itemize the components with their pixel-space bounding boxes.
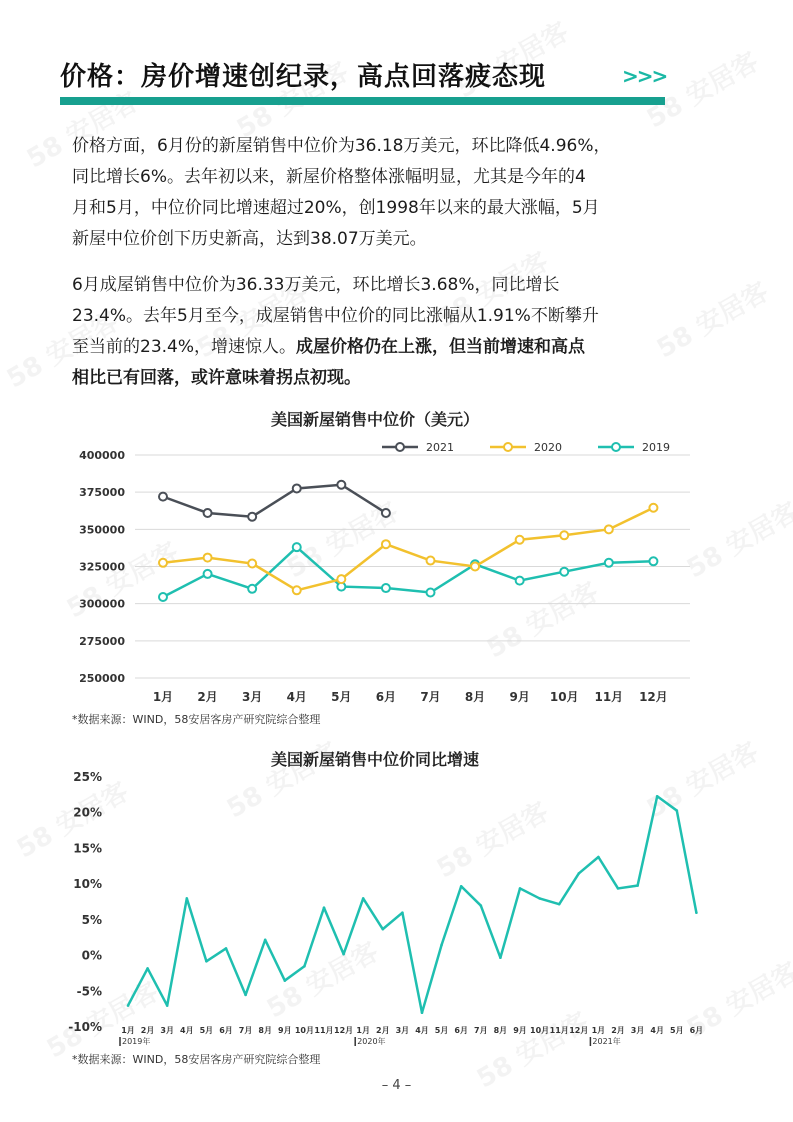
- series-line-2021: [163, 485, 386, 517]
- data-point-yoy: [186, 897, 189, 900]
- x-tick-label: 11月: [314, 1026, 334, 1035]
- data-point-2020: [204, 554, 212, 562]
- x-tick-label: 4月: [650, 1026, 664, 1035]
- x-tick-label: 1月: [152, 690, 174, 704]
- x-tick-label: 3月: [630, 1026, 645, 1035]
- x-tick-label: 5月: [331, 690, 352, 704]
- data-point-yoy: [166, 1004, 169, 1007]
- year-label: 2020年: [357, 1037, 386, 1046]
- data-point-2019: [649, 557, 657, 565]
- data-point-yoy: [460, 885, 463, 888]
- x-tick-label: 11月: [594, 690, 624, 704]
- data-point-2019: [204, 570, 212, 578]
- data-point-2021: [204, 509, 212, 517]
- x-tick-label: 5月: [670, 1026, 684, 1035]
- x-tick-label: 6月: [454, 1026, 468, 1035]
- x-tick-label: 1月: [356, 1026, 370, 1035]
- legend-swatch-marker: [504, 443, 512, 451]
- data-point-2019: [560, 568, 568, 576]
- data-point-yoy: [538, 897, 541, 900]
- year-label: 2021年: [592, 1037, 621, 1046]
- highlight-line: 相比已有回落，或许意味着拐点初现。: [72, 368, 361, 388]
- y-tick-label: 250000: [79, 672, 125, 685]
- data-point-yoy: [695, 911, 698, 914]
- x-tick-label: 2月: [197, 690, 218, 704]
- paragraph-line: 价格方面，6月份的新屋销售中位价为36.18万美元，环比降低4.96%，: [72, 136, 611, 156]
- data-point-yoy: [284, 979, 287, 982]
- x-tick-label: 6月: [219, 1026, 233, 1035]
- x-tick-label: 6月: [375, 690, 397, 704]
- x-tick-label: 5月: [199, 1026, 214, 1035]
- data-point-yoy: [401, 911, 404, 914]
- paragraph-existing-home-price: [72, 270, 732, 394]
- y-tick-label: 300000: [79, 597, 125, 611]
- data-point-yoy: [303, 965, 306, 968]
- chart-title: 美国新屋销售中位价（美元）: [270, 410, 480, 429]
- data-point-yoy: [499, 956, 502, 959]
- x-tick-label: 12月: [334, 1026, 354, 1035]
- x-tick-label: 10月: [530, 1026, 550, 1035]
- y-tick-label: 325000: [79, 560, 125, 574]
- x-tick-label: 4月: [180, 1026, 194, 1035]
- data-point-2019: [293, 543, 301, 551]
- data-point-2020: [248, 560, 256, 568]
- section-header: [60, 52, 665, 108]
- x-tick-label: 8月: [493, 1026, 508, 1035]
- y-tick-label: 20%: [73, 805, 102, 820]
- data-point-2019: [605, 559, 613, 567]
- paragraph-line: 月和5月，中位价同比增速超过20%，创1998年以来的最大涨幅，5月: [72, 198, 600, 218]
- y-tick-label: 15%: [73, 841, 102, 856]
- data-point-yoy: [342, 953, 345, 956]
- data-point-yoy: [597, 856, 600, 859]
- x-tick-label: 1月: [121, 1026, 135, 1035]
- highlight-text: 成屋价格仍在上涨，但当前增速和高点: [296, 337, 586, 357]
- chevron-decoration: >>>: [622, 64, 667, 88]
- data-point-yoy: [127, 1004, 130, 1007]
- legend-swatch-marker: [396, 443, 404, 451]
- x-tick-label: 7月: [238, 1026, 253, 1035]
- data-point-2019: [516, 577, 524, 585]
- data-point-2019: [159, 593, 167, 601]
- data-point-2020: [471, 563, 479, 571]
- chart-title: 美国新屋销售中位价同比增速: [270, 750, 480, 769]
- data-point-2021: [248, 513, 256, 521]
- x-tick-label: 3月: [241, 690, 263, 704]
- x-tick-label: 4月: [415, 1026, 429, 1035]
- data-point-2021: [337, 481, 345, 489]
- data-point-2020: [516, 536, 524, 544]
- x-tick-label: 12月: [569, 1026, 589, 1035]
- source-note: *数据来源：WIND，58安居客房产研究院综合整理: [72, 1053, 321, 1066]
- x-tick-label: 10月: [294, 1026, 314, 1035]
- x-tick-label: 6月: [689, 1026, 704, 1035]
- data-point-2020: [649, 504, 657, 512]
- x-tick-label: 8月: [464, 690, 486, 704]
- data-point-2021: [293, 484, 301, 492]
- data-point-yoy: [617, 887, 620, 890]
- year-label: 2019年: [122, 1037, 151, 1046]
- series-line-2020: [163, 508, 653, 591]
- x-tick-label: 9月: [278, 1026, 292, 1035]
- legend-label: 2021: [426, 441, 454, 454]
- x-tick-label: 3月: [160, 1026, 174, 1035]
- x-tick-label: 11月: [549, 1026, 569, 1035]
- x-tick-label: 3月: [395, 1026, 410, 1035]
- data-point-yoy: [264, 939, 267, 942]
- x-tick-label: 9月: [513, 1026, 527, 1035]
- y-tick-label: 25%: [73, 770, 102, 784]
- data-point-2020: [293, 586, 301, 594]
- data-point-yoy: [636, 884, 639, 887]
- paragraph-text: 至当前的23.4%，增速惊人。: [72, 337, 297, 357]
- data-point-yoy: [205, 960, 208, 963]
- section-title: 价格：房价增速创纪录，高点回落疲态现: [60, 62, 547, 92]
- y-tick-label: 10%: [73, 877, 102, 892]
- legend-swatch-marker: [612, 443, 620, 451]
- series-line-yoy: [128, 796, 696, 1012]
- x-tick-label: 1月: [591, 1026, 606, 1035]
- data-point-yoy: [362, 897, 365, 900]
- data-point-2020: [605, 525, 613, 533]
- data-point-yoy: [244, 994, 247, 997]
- x-tick-label: 7月: [474, 1026, 488, 1035]
- x-tick-label: 2月: [376, 1026, 390, 1035]
- data-point-2019: [382, 584, 390, 592]
- x-tick-label: 7月: [420, 690, 441, 704]
- price-line-chart: [60, 400, 720, 710]
- paragraph-line: [72, 332, 732, 363]
- paragraph-line: 新屋中位价创下历史新高，达到38.07万美元。: [72, 229, 427, 249]
- y-tick-label: 400000: [79, 449, 125, 462]
- data-point-2020: [337, 575, 345, 583]
- data-point-yoy: [480, 904, 483, 907]
- yoy-growth-line-chart: [60, 740, 720, 1050]
- x-tick-label: 9月: [509, 690, 530, 704]
- title-underline-bar: [60, 97, 665, 105]
- paragraph-line: 23.4%。去年5月至今，成屋销售中位价的同比涨幅从1.91%不断攀升: [72, 306, 599, 326]
- page-number: – 4 –: [381, 1078, 412, 1093]
- data-point-2019: [427, 589, 435, 597]
- x-tick-label: 5月: [434, 1026, 449, 1035]
- paragraph-new-home-price: [72, 131, 732, 255]
- data-point-yoy: [440, 944, 443, 947]
- data-point-yoy: [578, 872, 581, 875]
- data-point-yoy: [382, 928, 385, 931]
- x-tick-label: 4月: [286, 690, 307, 704]
- data-point-2019: [248, 585, 256, 593]
- data-point-2021: [382, 509, 390, 517]
- y-tick-label: -10%: [68, 1020, 102, 1034]
- data-point-2020: [427, 557, 435, 565]
- data-point-yoy: [656, 795, 659, 798]
- y-tick-label: 375000: [79, 486, 125, 500]
- legend-label: 2020: [534, 441, 562, 454]
- x-tick-label: 8月: [258, 1026, 272, 1035]
- data-point-yoy: [421, 1011, 424, 1014]
- data-point-2020: [560, 531, 568, 539]
- y-tick-label: 275000: [79, 634, 125, 648]
- source-note: *数据来源：WIND，58安居客房产研究院综合整理: [72, 713, 321, 726]
- data-point-yoy: [519, 887, 522, 890]
- x-tick-label: 10月: [549, 690, 579, 704]
- data-point-yoy: [225, 947, 228, 950]
- data-point-2020: [382, 540, 390, 548]
- data-point-yoy: [558, 903, 561, 906]
- y-tick-label: 0%: [81, 948, 102, 963]
- paragraph-line: 6月成屋销售中位价为36.33万美元，环比增长3.68%，同比增长: [72, 275, 560, 295]
- x-tick-label: 2月: [140, 1026, 155, 1035]
- y-tick-label: 5%: [81, 912, 102, 927]
- x-tick-label: 2月: [611, 1026, 625, 1035]
- series-line-2019: [163, 547, 653, 597]
- x-tick-label: 12月: [639, 690, 668, 704]
- data-point-yoy: [676, 809, 679, 812]
- y-tick-label: -5%: [76, 984, 102, 999]
- paragraph-line: 同比增长6%。去年初以来，新屋价格整体涨幅明显，尤其是今年的4: [72, 167, 586, 187]
- data-point-yoy: [146, 967, 149, 970]
- data-point-2020: [159, 559, 167, 567]
- legend-label: 2019: [642, 441, 670, 454]
- data-point-yoy: [323, 906, 326, 909]
- y-tick-label: 350000: [79, 523, 125, 537]
- data-point-2021: [159, 493, 167, 501]
